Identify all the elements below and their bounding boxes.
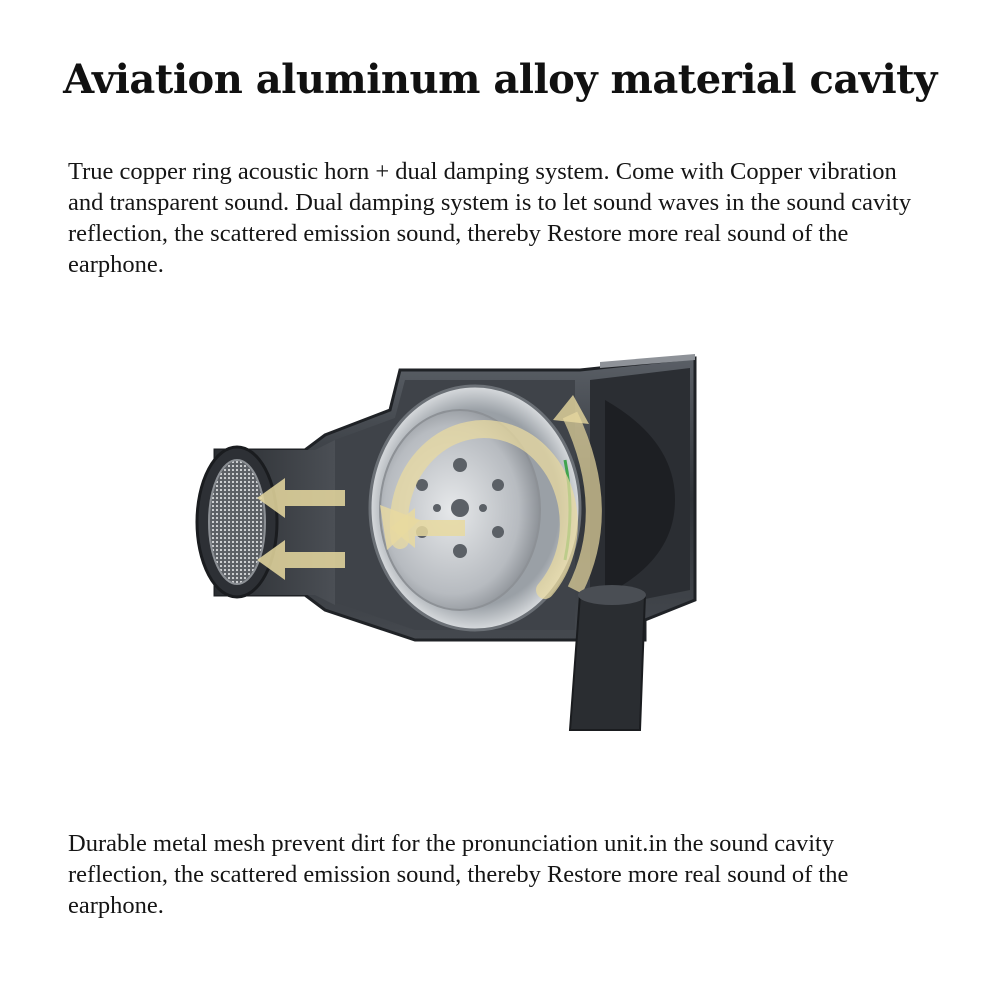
earphone-cutaway-illustration	[175, 340, 735, 740]
page-title: Aviation aluminum alloy material cavity	[63, 56, 937, 103]
cable-stem	[570, 595, 645, 730]
metal-mesh	[209, 460, 265, 584]
earphone-cutaway-svg	[175, 340, 735, 740]
footer-paragraph: Durable metal mesh prevent dirt for the pronunciation unit.in the sound cavity reflection, the scattered emission sound, thereby Restore more real sound of the earphone.	[68, 830, 849, 919]
intro-paragraph: True copper ring acoustic horn + dual damping system. Come with Copper vibration and transparent sound. Dual damping system is to let sound waves in the sound cavity reflection, the scattered emission sound, thereby Restore more real sound of the earphone.	[68, 158, 912, 278]
